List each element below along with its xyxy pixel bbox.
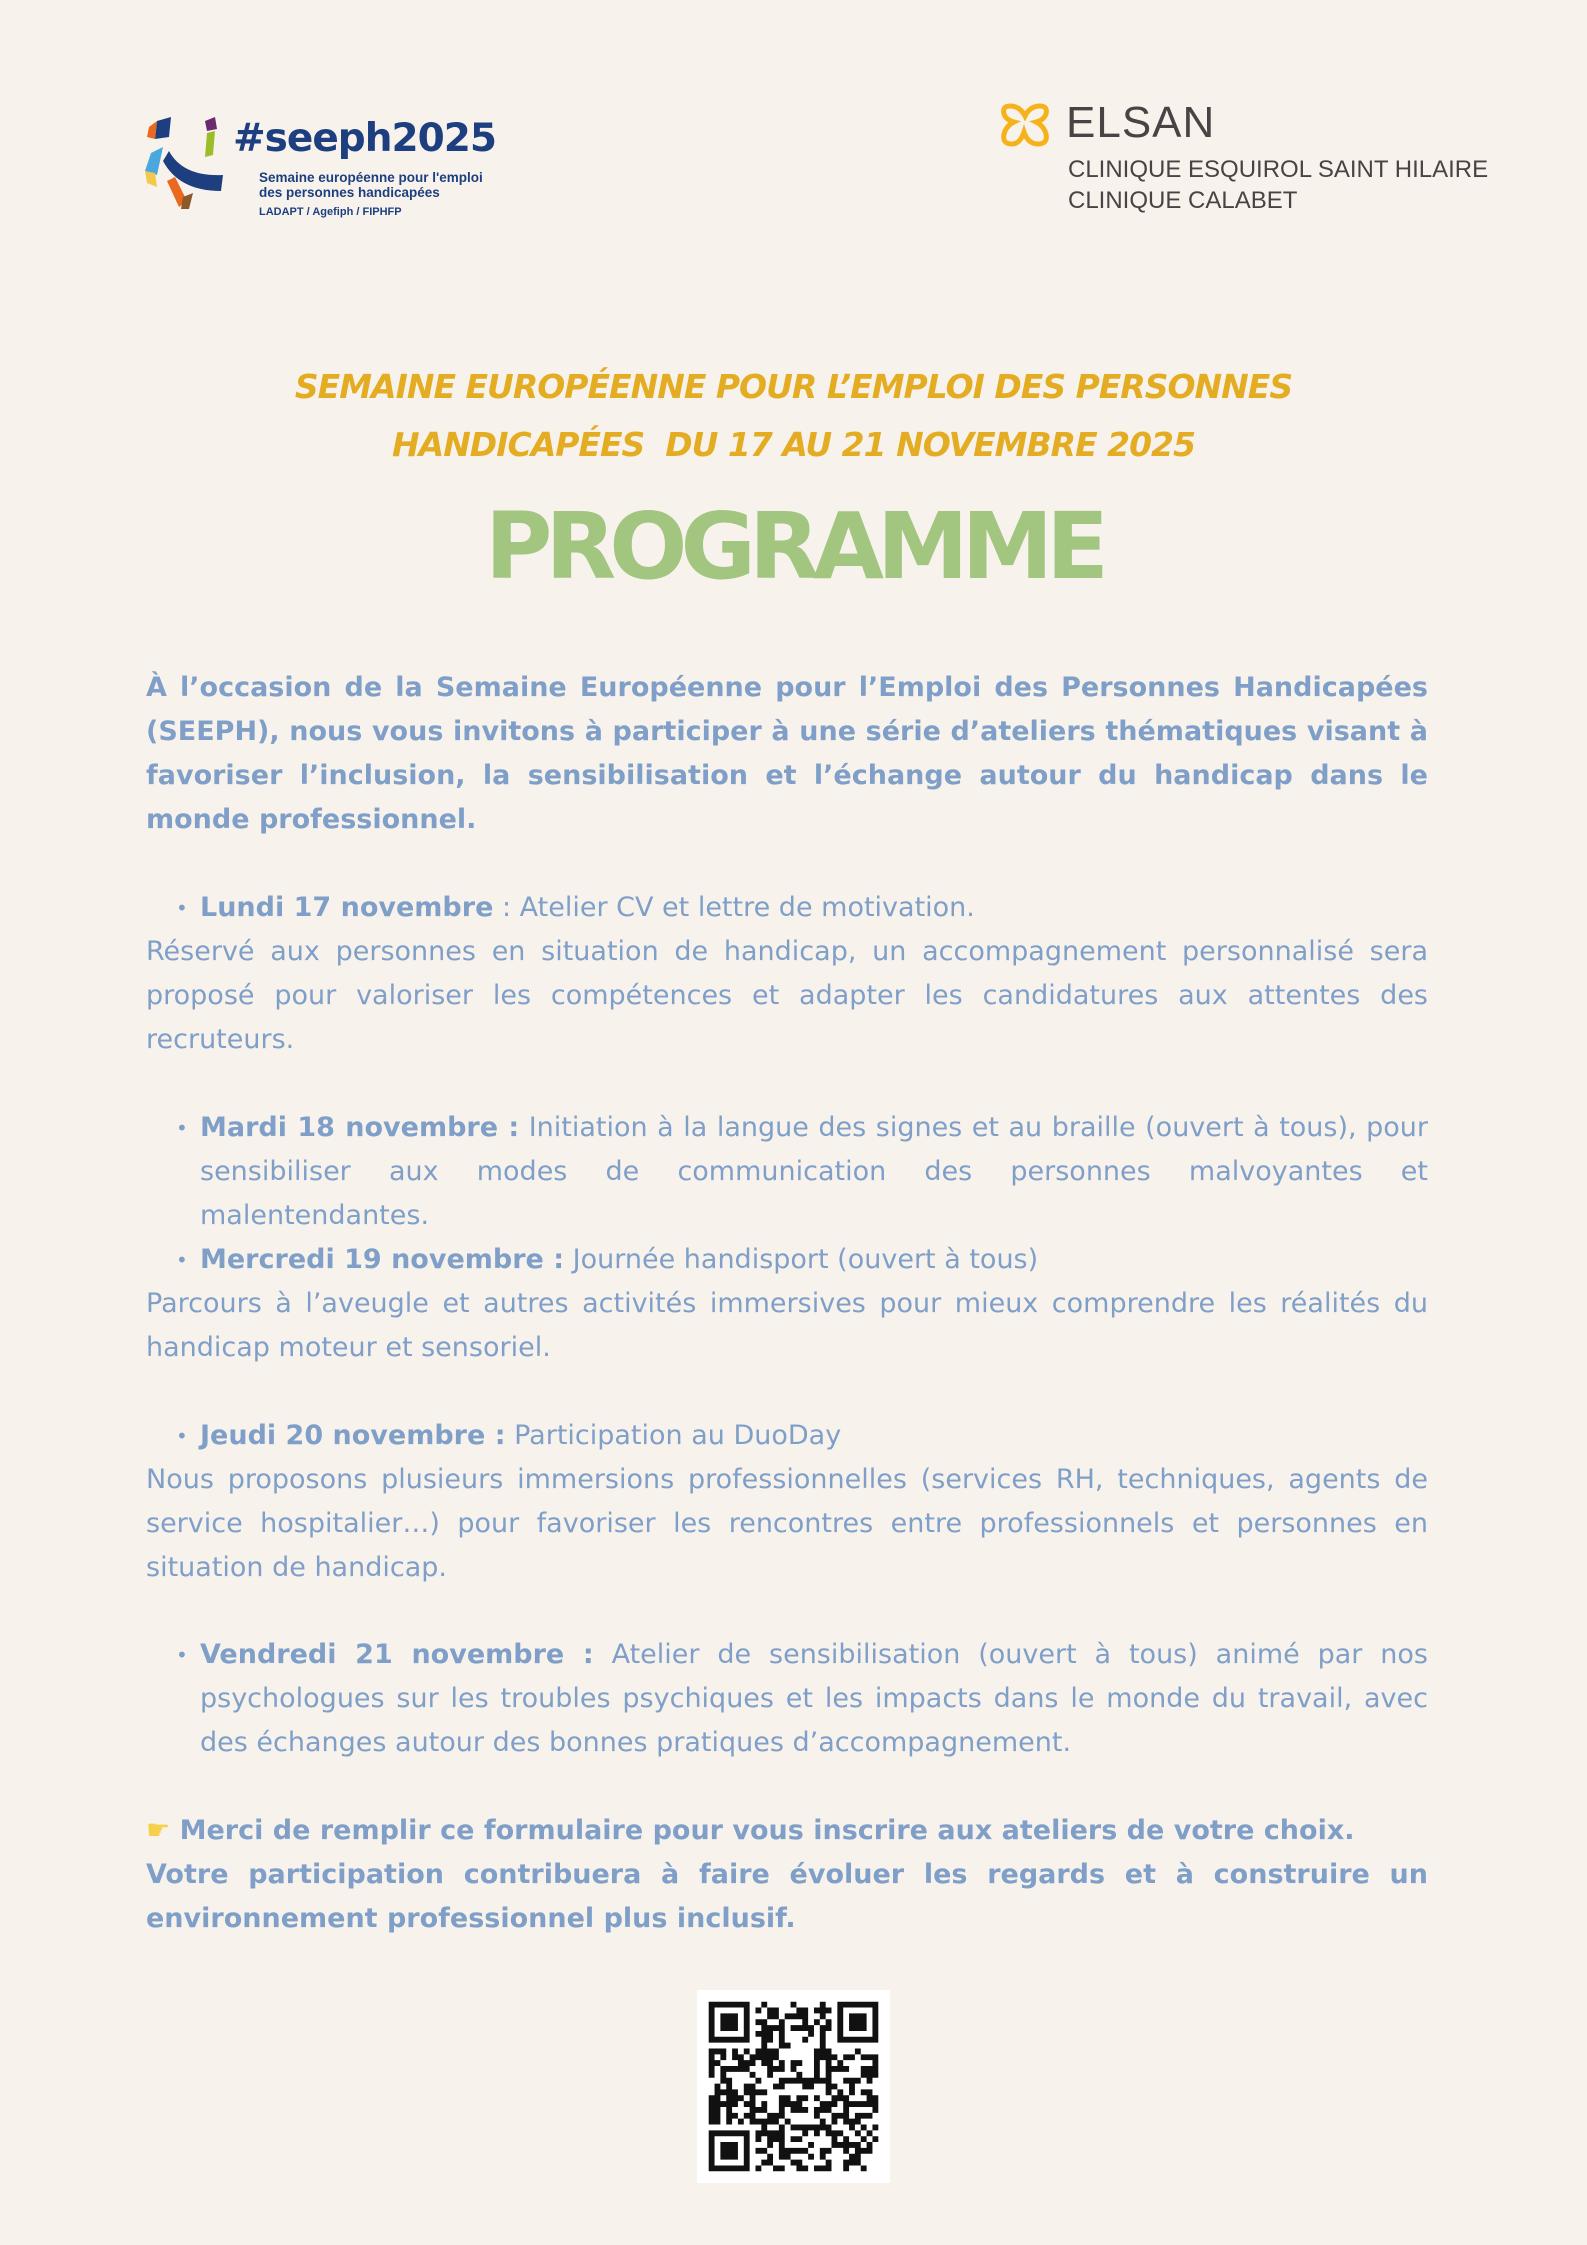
programme-heading: PROGRAMME	[485, 493, 1102, 600]
seeph-logo	[143, 117, 523, 227]
qr-modules	[709, 2002, 879, 2172]
event-title-line-1: SEMAINE EUROPÉENNE POUR L’EMPLOI DES PERSONNES	[294, 367, 1293, 406]
program-title: Atelier CV et lettre de motivation.	[519, 892, 975, 923]
program-item-monday: • Lundi 17 novembre : Atelier CV et lettre de motivation. Réservé aux personnes en situation de handicap, un accompagnement personnalisé sera proposé pour valoriser les compétences et adapter les candidatures aux attentes des recruteurs.	[146, 886, 1428, 1062]
program-item-wednesday	[146, 1238, 1428, 1370]
intro-paragraph: À l’occasion de la Semaine Européenne pour l’Emploi des Personnes Handicapées (SEEPH), nous vous invitons à participer à une série d’ateliers thématiques visant à favoriser l’inclusion, la sensibilisation et l’échange autour du handicap dans le monde professionnel.	[146, 672, 1428, 835]
elsan-symbol-icon	[1000, 100, 1050, 150]
clinic-name-2: CLINIQUE CALABET	[1068, 187, 1298, 214]
program-day: Mardi 18 novembre :	[200, 1112, 520, 1143]
program-title: Participation au DuoDay	[505, 1420, 842, 1451]
program-day: Vendredi 21 novembre :	[200, 1639, 594, 1670]
call-to-action	[146, 1809, 1428, 1941]
seeph-hashtag: #seeph2025	[233, 116, 497, 161]
event-title-line-2: HANDICAPÉES DU 17 AU 21 NOVEMBRE 2025	[392, 425, 1195, 464]
program-detail: Réservé aux personnes en situation de handicap, un accompagnement personnalisé sera proposé pour valoriser les compétences et adapter les candidatures aux attentes des recruteurs.	[146, 936, 1428, 1055]
program-title: Initiation à la langue des signes et au braille (ouvert à tous), pour sensibiliser aux modes de communication des personnes malvoyantes et malentendantes.	[200, 1112, 1428, 1231]
event-title	[0, 358, 1587, 474]
seeph-subtitle-1: Semaine européenne pour l'emploi	[259, 170, 483, 185]
clinic-name-1: CLINIQUE ESQUIROL SAINT HILAIRE	[1068, 156, 1489, 183]
program-detail: Nous proposons plusieurs immersions professionnelles (services RH, techniques, agents de service hospitalier…) pour favoriser les rencontres entre professionnels et personnes en situation de handicap.	[146, 1464, 1428, 1583]
seeph-partners: LADAPT / Agefiph / FIPHFP	[259, 206, 402, 218]
program-title: Journée handisport (ouvert à tous)	[564, 1244, 1039, 1275]
seeph-puzzle-icon	[143, 117, 223, 209]
elsan-brand: ELSAN	[1066, 98, 1216, 147]
program-item-thursday	[146, 1414, 1428, 1590]
program-day: Mercredi 19 novembre :	[200, 1244, 565, 1275]
registration-qr-code[interactable]	[697, 1990, 890, 2183]
cta-line-1: Merci de remplir ce formulaire pour vous inscrire aux ateliers de votre choix.	[179, 1815, 1355, 1846]
program-item-friday	[146, 1633, 1428, 1765]
cta-line-2: Votre participation contribuera à faire évoluer les regards et à construire un environnement professionnel plus inclusif.	[146, 1859, 1428, 1934]
program-title: Atelier de sensibilisation (ouvert à tous) animé par nos psychologues sur les troubles psychiques et les impacts dans le monde du travail, avec des échanges autour des bonnes pratiques d’accompagnement.	[200, 1639, 1428, 1758]
program-detail: Parcours à l’aveugle et autres activités immersives pour mieux comprendre les réalités du handicap moteur et sensoriel.	[146, 1288, 1428, 1363]
program-day: Jeudi 20 novembre :	[200, 1420, 506, 1451]
program-item-tuesday	[146, 1106, 1428, 1238]
seeph-subtitle-2: des personnes handicapées	[259, 185, 440, 200]
pointing-hand-icon: ☛	[146, 1815, 171, 1846]
program-day: Lundi 17 novembre	[200, 892, 494, 923]
